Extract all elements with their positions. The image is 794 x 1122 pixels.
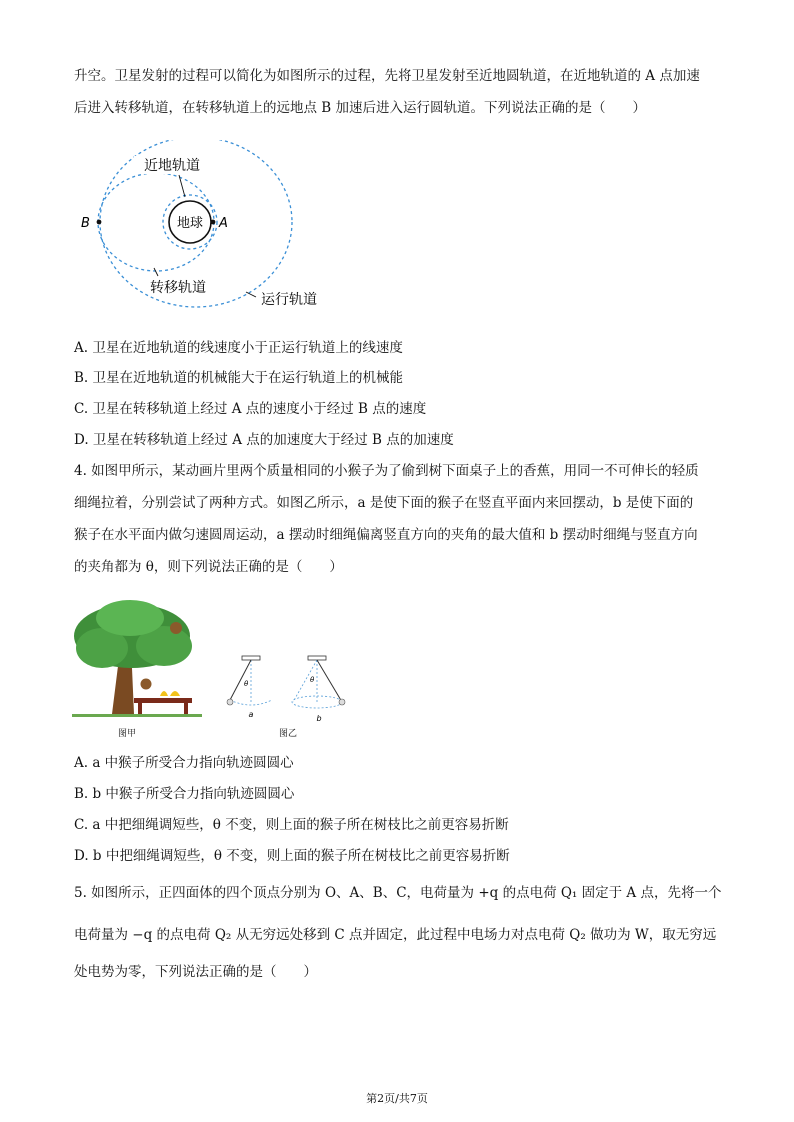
q4-stem-line-1: 4. 如图甲所示，某动画片里两个质量相同的小猴子为了偷到树下面桌子上的香蕉，用同一不可伸长的轻质	[74, 463, 699, 479]
q3-option-b: B. 卫星在近地轨道的机械能大于在运行轨道上的机械能	[74, 370, 404, 386]
q4-option-c: C. a 中把细绳调短些，θ 不变，则上面的猴子所在树枝比之前更容易折断	[74, 817, 509, 833]
bob-a	[227, 699, 233, 705]
q5-stem-line-2: 电荷量为 −q 的点电荷 Q₂ 从无穷远处移到 C 点并固定，此过程中电场力对点电荷 Q₂ 做功为 W，取无穷远	[74, 927, 717, 943]
q4-stem-line-2: 细绳拉着，分别尝试了两种方式。如图乙所示，a 是使下面的猴子在竖直平面内来回摆动，b 是使下面的	[74, 495, 694, 511]
point-b-dot	[97, 220, 102, 225]
q3-option-d: D. 卫星在转移轨道上经过 A 点的加速度大于经过 B 点的加速度	[74, 432, 454, 448]
lower-monkey	[141, 679, 152, 690]
near-orbit-label: 近地轨道	[144, 158, 200, 174]
table-top	[134, 698, 192, 703]
ground	[72, 714, 202, 717]
label-b: b	[316, 714, 322, 723]
q3-stem-line-2: 后进入转移轨道，在转移轨道上的远地点 B 加速后进入运行圆轨道。下列说法正确的是（ ）	[74, 100, 647, 116]
q5-stem-line-1: 5. 如图所示，正四面体的四个顶点分别为 O、A、B、C，电荷量为 +q 的点电荷 Q₁ 固定于 A 点，先将一个	[74, 885, 722, 901]
orbit-diagram	[78, 140, 348, 315]
banana-1	[160, 691, 168, 696]
q4-stem-line-4: 的夹角都为 θ，则下列说法正确的是（ ）	[74, 559, 343, 575]
operating-orbit-label: 运行轨道	[261, 292, 317, 308]
rope-b	[317, 660, 342, 702]
label-a: a	[248, 710, 254, 719]
q4-option-a: A. a 中猴子所受合力指向轨迹圆圆心	[74, 755, 294, 771]
pendulum-diagram	[220, 652, 360, 724]
bob-b	[339, 699, 345, 705]
upper-monkey	[170, 622, 182, 634]
point-b-label: B	[81, 216, 90, 231]
angle-label-b: θ	[310, 676, 315, 684]
q3-option-a: A. 卫星在近地轨道的线速度小于正运行轨道上的线速度	[74, 340, 403, 356]
banana-2	[170, 691, 180, 696]
tree-monkey-illustration	[72, 596, 202, 721]
earth-label: 地球	[176, 216, 204, 231]
q4-option-d: D. b 中把细绳调短些，θ 不变，则上面的猴子所在树枝比之前更容易折断	[74, 848, 510, 864]
q5-stem-line-3: 处电势为零，下列说法正确的是（ ）	[74, 964, 317, 980]
page-number: 第2页/共7页	[366, 1092, 428, 1105]
q4-stem-line-3: 猴子在水平面内做匀速圆周运动，a 摆动时细绳偏离竖直方向的夹角的最大值和 b 摆动时细绳与竖直方向	[74, 527, 698, 543]
transfer-orbit-pointer	[154, 268, 158, 276]
point-a-label: A	[219, 216, 228, 231]
figure-caption-right: 图乙	[279, 729, 298, 739]
q4-option-b: B. b 中猴子所受合力指向轨迹圆圆心	[74, 786, 295, 802]
q3-option-c: C. 卫星在转移轨道上经过 A 点的速度小于经过 B 点的速度	[74, 401, 427, 417]
operating-orbit-pointer	[246, 292, 256, 297]
support-b	[308, 656, 326, 660]
tree-canopy-top	[96, 600, 164, 636]
transfer-orbit-label: 转移轨道	[150, 280, 206, 296]
angle-label-a: θ	[244, 680, 249, 688]
support-a	[242, 656, 260, 660]
point-a-dot	[211, 220, 216, 225]
q3-stem-line-1: 升空。卫星发射的过程可以简化为如图所示的过程，先将卫星发射至近地圆轨道，在近地轨道的 A 点加速	[74, 68, 700, 84]
figure-caption-left: 图甲	[118, 729, 137, 739]
